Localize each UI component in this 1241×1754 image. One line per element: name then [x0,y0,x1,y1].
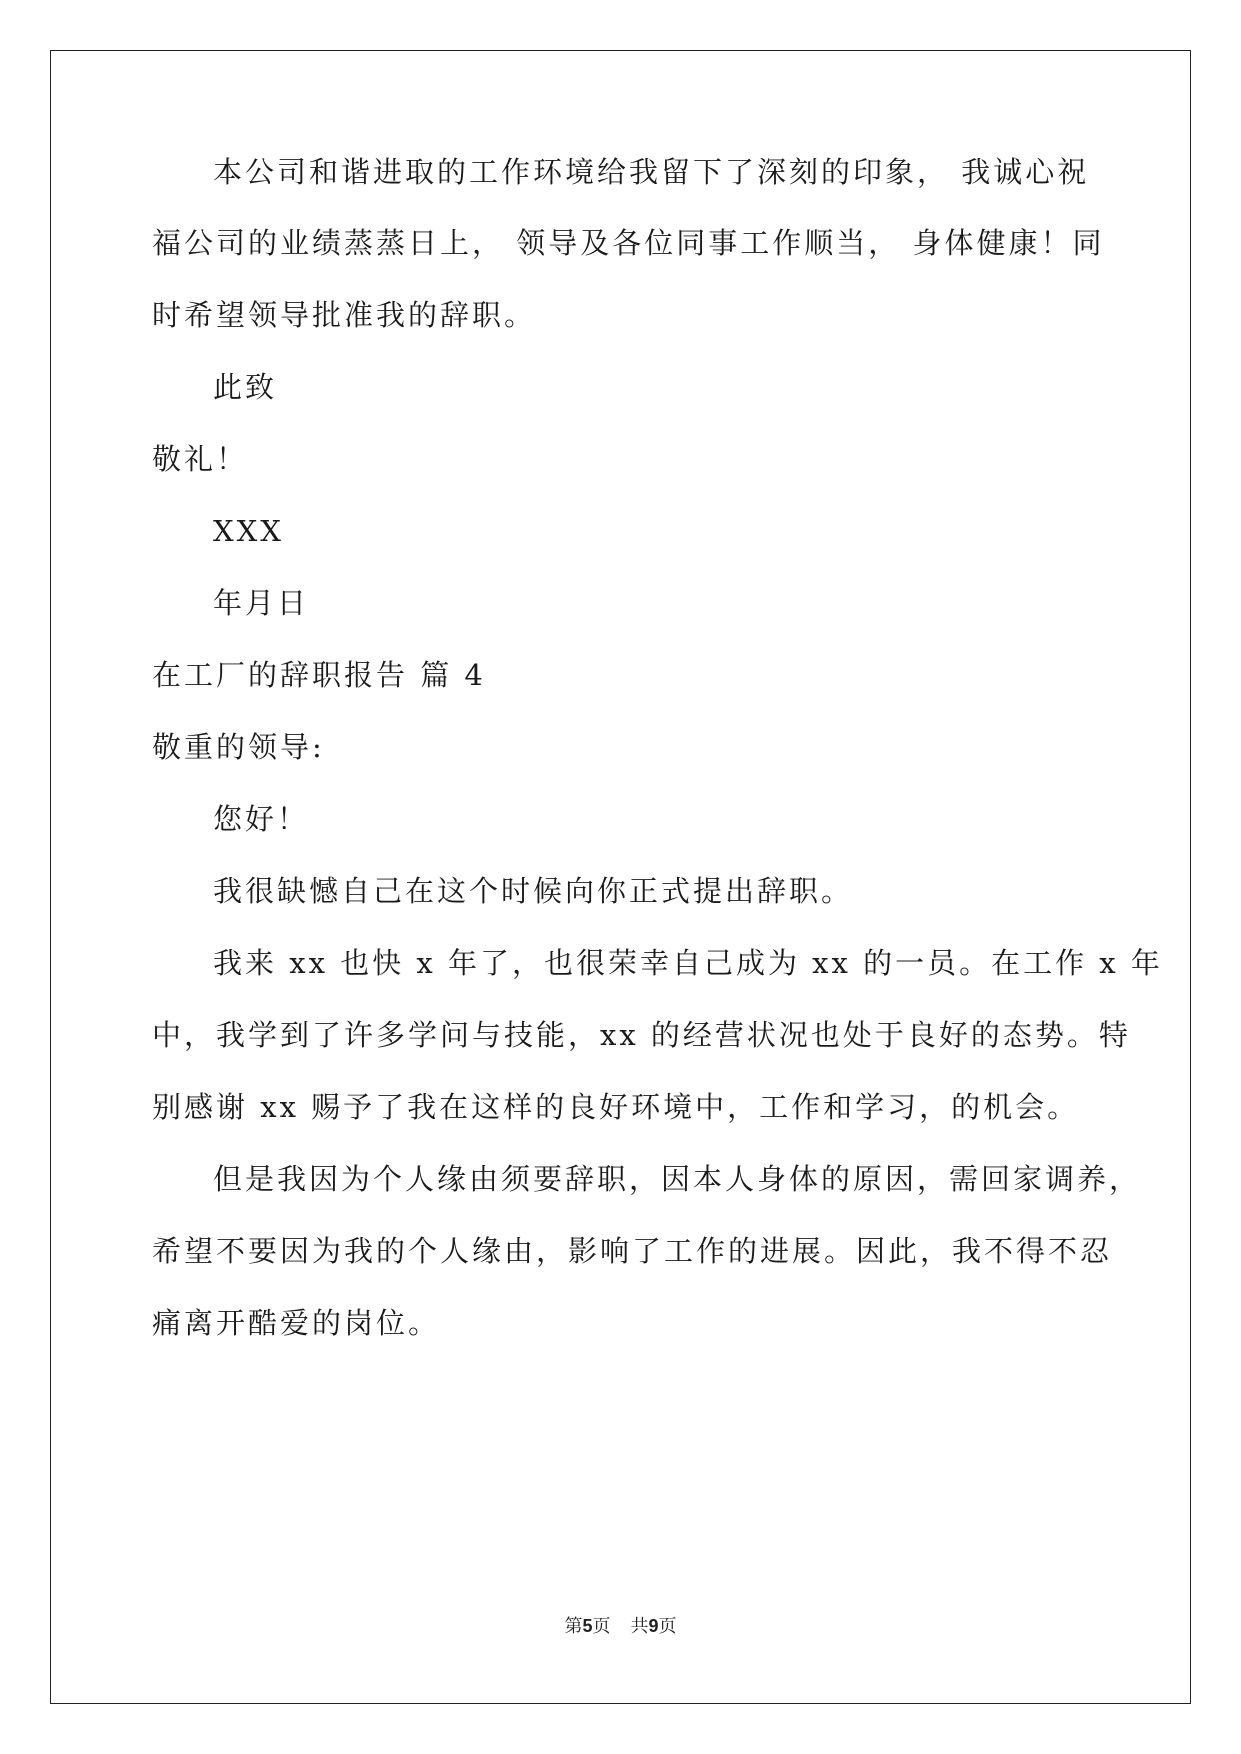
closing-salutation: 此致 [213,370,278,404]
current-page-number: 5 [582,1616,593,1636]
signature-name: XXX [213,514,284,548]
section-heading: 在工厂的辞职报告 篇 4 [152,658,486,692]
paragraph-line: 福公司的业绩蒸蒸日上， 领导及各位同事工作顺当， 身体健康！同 [152,226,1105,260]
page-footer [0,1612,1241,1638]
footer-page-unit: 页 [592,1616,611,1636]
footer-total-prefix: 共 [630,1616,649,1636]
greeting-addressee: 敬重的领导: [152,730,325,764]
closing-regards: 敬礼！ [152,442,249,476]
paragraph-line: 本公司和谐进取的工作环境给我留下了深刻的印象， 我诚心祝 [213,155,1090,189]
paragraph-line: 我来 xx 也快 x 年了，也很荣幸自己成为 xx 的一员。在工作 x 年 [213,946,1163,980]
paragraph-line: 但是我因为个人缘由须要辞职，因本人身体的原因，需回家调养， [213,1162,1142,1196]
paragraph-line: 中，我学到了许多学问与技能，xx 的经营状况也处于良好的态势。特 [152,1018,1131,1052]
total-pages-number: 9 [648,1616,659,1636]
footer-total-unit: 页 [658,1616,677,1636]
paragraph-line: 别感谢 xx 赐予了我在这样的良好环境中，工作和学习，的机会。 [152,1090,1080,1124]
paragraph-line: 痛离开酷爱的岗位。 [152,1306,441,1340]
paragraph-line: 希望不要因为我的个人缘由，影响了工作的进展。因此，我不得不忍 [152,1234,1113,1268]
footer-prefix: 第 [564,1616,583,1636]
paragraph-line: 时希望领导批准我的辞职。 [152,298,537,332]
paragraph-line: 我很缺憾自己在这个时候向你正式提出辞职。 [213,874,854,908]
signature-date: 年月日 [213,586,310,620]
greeting: 您好！ [213,802,310,836]
